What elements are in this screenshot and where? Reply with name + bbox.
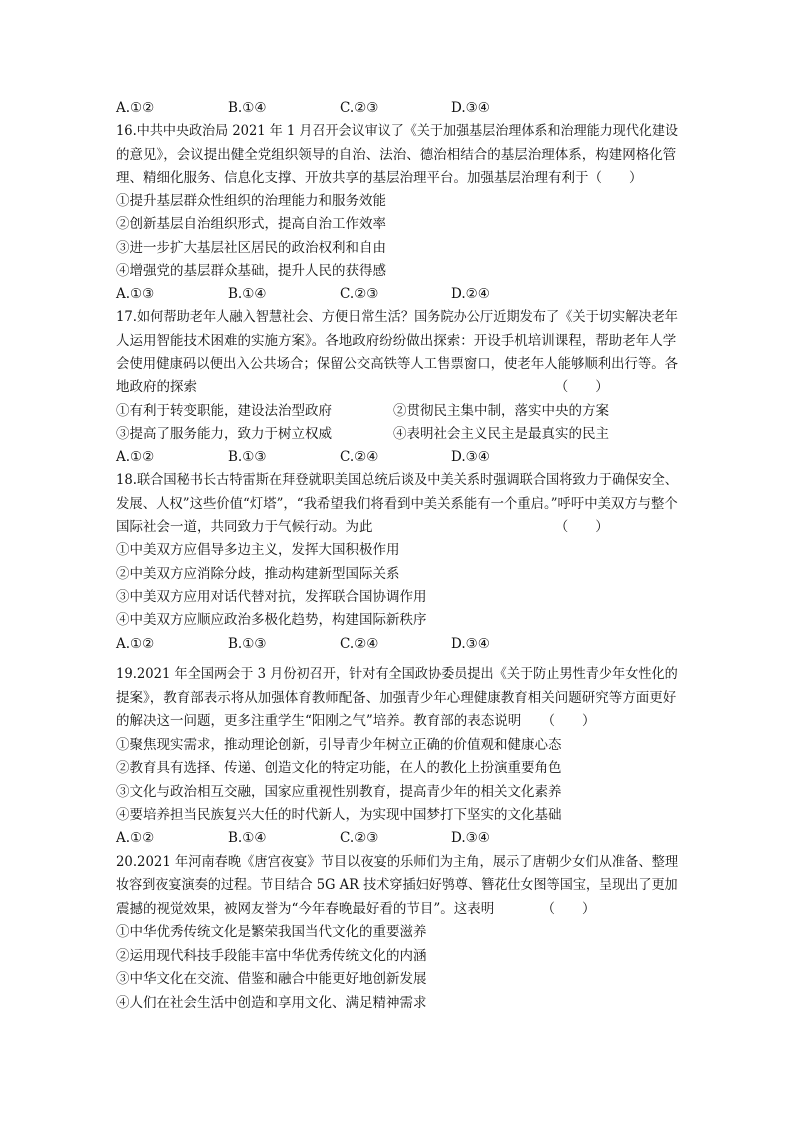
q16-option-c: C.②③	[340, 286, 379, 302]
q19-option-c: C.②③	[340, 830, 379, 846]
q19-statement: ③文化与政治相互交融，国家应重视性别教育，提高青少年的相关文化素养	[116, 784, 562, 800]
q20-statement: ④人们在社会生活中创造和享用文化、满足精神需求	[116, 995, 427, 1011]
q19-statement: ②教育具有选择、传递、创造文化的特定功能，在人的教化上扮演重要角色	[116, 760, 562, 776]
q19-option-b: B.①④	[228, 830, 267, 846]
q18-stem-line: 国际社会一道，共同致力于气候行动。为此 （ ）	[116, 519, 609, 535]
q20-stem-line: 震撼的视觉效果，被网友誉为“今年春晚最好看的节目”。这表明 （ ）	[116, 901, 596, 917]
q17-stem-line: 会使用健康码以便出入公共场合；保留公交高铁等人工售票窗口，使老年人能够顺利出行等。各	[116, 356, 679, 372]
q15-option-a: A.①②	[116, 100, 155, 116]
q17-stem-line: 17.如何帮助老年人融入智慧社会、方便日常生活？国务院办公厅近期发布了《关于切实解决老年	[116, 309, 678, 325]
q20-statement: ③中华文化在交流、借鉴和融合中能更好地创新发展	[116, 971, 427, 987]
q16-statement: ③进一步扩大基层社区居民的政治权利和自由	[116, 240, 386, 256]
q18-statement: ①中美双方应倡导多边主义，发挥大国积极作用	[116, 542, 400, 558]
q19-stem-line: 的解决这一问题，更多注重学生“阳刚之气”培养。教育部的表态说明 （ ）	[116, 713, 596, 729]
q18-option-d: D.③④	[451, 636, 490, 652]
q16-options	[116, 284, 676, 304]
q16-option-b: B.①④	[228, 286, 267, 302]
q17-stem-line: 地政府的探索 （ ）	[116, 379, 609, 395]
q15-option-b: B.①④	[228, 100, 267, 116]
q19-options	[116, 828, 676, 848]
q19-option-d: D.③④	[451, 830, 490, 846]
q19-stem-line: 提案》，教育部表示将从加强体育教师配备、加强青少年心理健康教育相关问题研究等方面更好	[116, 690, 677, 706]
q18-option-a: A.①②	[116, 636, 155, 652]
q17-statement: ③提高了服务能力，致力于树立权威	[116, 426, 332, 442]
q18-statement: ③中美双方应用对话代替对抗，发挥联合国协调作用	[116, 589, 427, 605]
q19-option-a: A.①②	[116, 830, 155, 846]
q17-options	[116, 447, 676, 467]
q16-option-a: A.①③	[116, 286, 155, 302]
q16-stem-line: 16.中共中央政治局 2021 年 1 月召开会议审议了《关于加强基层治理体系和治理能力现代化建设	[116, 123, 679, 139]
q17-statement-row	[116, 401, 676, 421]
q17-option-d: D.③④	[451, 449, 490, 465]
q17-option-b: B.①③	[228, 449, 267, 465]
q20-stem-line: 20.2021 年河南春晚《唐宫夜宴》节目以夜宴的乐师们为主角，展示了唐朝少女们从准备、整理	[116, 854, 679, 870]
q15-options	[116, 98, 676, 118]
q16-stem-line: 理、精细化服务、信息化支撑、开放共享的基层治理平台。加强基层治理有利于（ ）	[116, 170, 643, 186]
q17-stem-line: 人运用智能技术困难的实施方案》。各地政府纷纷做出探索：开设手机培训课程，帮助老年人学	[116, 333, 677, 349]
q17-option-c: C.②④	[340, 449, 379, 465]
q18-statement: ②中美双方应消除分歧，推动构建新型国际关系	[116, 566, 400, 582]
q18-statement: ④中美双方应顺应政治多极化趋势，构建国际新秩序	[116, 612, 427, 628]
q17-option-a: A.①②	[116, 449, 155, 465]
q15-option-d: D.③④	[451, 100, 490, 116]
q16-stem-line: 的意见》，会议提出健全党组织领导的自治、法治、德治相结合的基层治理体系，构建网格化管	[116, 147, 677, 163]
q17-statement: ①有利于转变职能，建设法治型政府	[116, 403, 332, 419]
q19-statement: ④要培养担当民族复兴大任的时代新人，为实现中国梦打下坚实的文化基础	[116, 807, 562, 823]
q18-stem-line: 18.联合国秘书长古特雷斯在拜登就职美国总统后谈及中美关系时强调联合国将致力于确保安全、	[116, 472, 678, 488]
q16-option-d: D.②④	[451, 286, 490, 302]
q20-stem-line: 妆容到夜宴演奏的过程。节目结合 5G AR 技术穿插妇好鸮尊、簪花仕女图等国宝，呈现出了更加	[116, 877, 678, 893]
q17-statement-row	[116, 424, 676, 444]
q15-option-c: C.②③	[340, 100, 379, 116]
q18-stem-line: 发展、人权”这些价值“灯塔”，“我希望我们将看到中美关系能有一个重启。”呼吁中美双方与整个	[116, 496, 678, 512]
q16-statement: ④增强党的基层群众基础，提升人民的获得感	[116, 263, 386, 279]
q16-statement: ②创新基层自治组织形式，提高自治工作效率	[116, 216, 386, 232]
q20-statement: ①中华优秀传统文化是繁荣我国当代文化的重要滋养	[116, 924, 427, 940]
q17-statement: ④表明社会主义民主是最真实的民主	[393, 426, 609, 442]
q16-statement: ①提升基层群众性组织的治理能力和服务效能	[116, 193, 386, 209]
q18-options	[116, 634, 676, 654]
q19-stem-line: 19.2021 年全国两会于 3 月份初召开，针对有全国政协委员提出《关于防止男性青少年女性化的	[116, 666, 678, 682]
q18-option-c: C.②④	[340, 636, 379, 652]
q19-statement: ①聚焦现实需求，推动理论创新，引导青少年树立正确的价值观和健康心态	[116, 737, 562, 753]
q17-statement: ②贯彻民主集中制，落实中央的方案	[393, 403, 609, 419]
q20-statement: ②运用现代科技手段能丰富中华优秀传统文化的内涵	[116, 948, 427, 964]
q18-option-b: B.①③	[228, 636, 267, 652]
